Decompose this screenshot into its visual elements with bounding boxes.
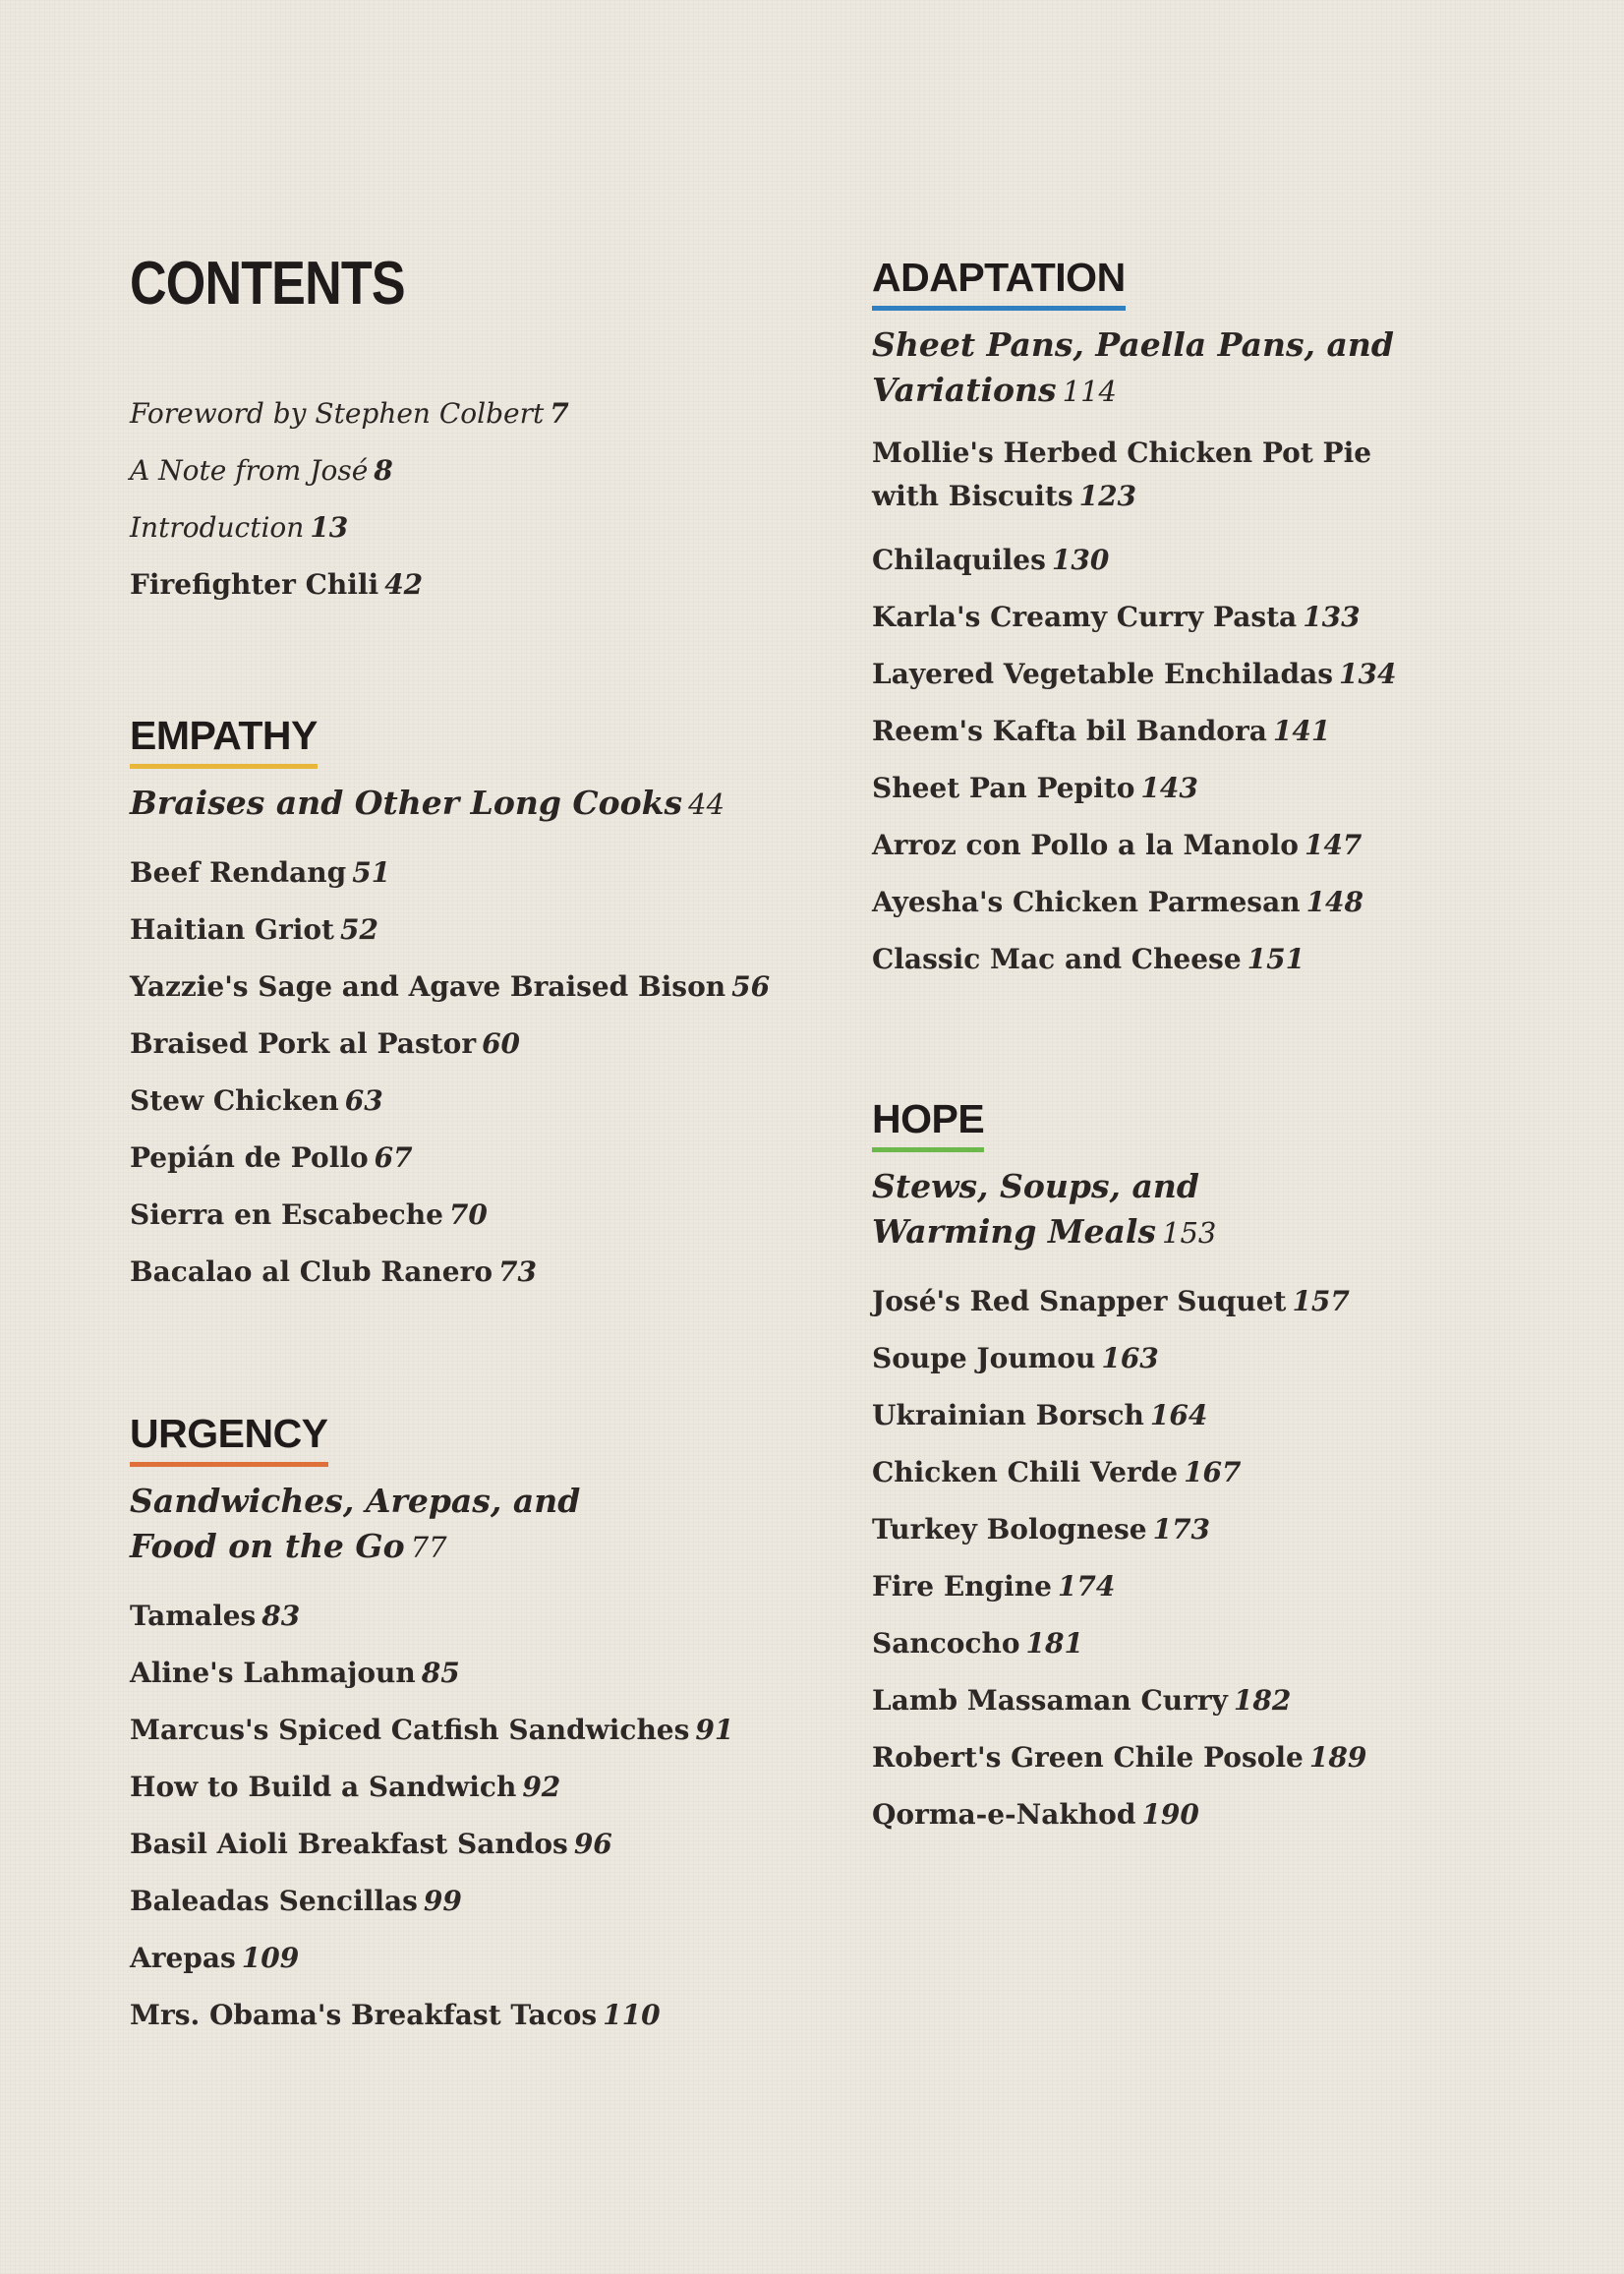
subtitle-text: Braises and Other Long Cooks xyxy=(130,784,683,822)
entry-page: 130 xyxy=(1051,544,1110,576)
subtitle-text: Variations xyxy=(872,371,1057,409)
recipe-item[interactable] xyxy=(130,1073,770,1130)
entry-page: 173 xyxy=(1152,1513,1211,1545)
entry-label: Aline's Lahmajoun xyxy=(130,1657,416,1689)
entry-label: Sierra en Escabeche xyxy=(130,1198,443,1231)
entry-page: 7 xyxy=(550,397,569,430)
recipe-item[interactable] xyxy=(130,1130,770,1187)
entry-label: Ukrainian Borsch xyxy=(872,1399,1144,1431)
recipe-item[interactable] xyxy=(872,1615,1366,1672)
entry-page: 51 xyxy=(352,856,391,889)
page-title: CONTENTS xyxy=(130,250,405,318)
entry-page: 190 xyxy=(1141,1798,1199,1831)
entry-label: Chilaquiles xyxy=(872,544,1046,576)
section-empathy xyxy=(130,713,771,1301)
section-heading: EMPATHY xyxy=(130,716,318,769)
recipe-item[interactable] xyxy=(130,1016,770,1073)
entry-label: Sancocho xyxy=(872,1627,1020,1660)
front-matter-item[interactable] xyxy=(130,393,569,450)
entry-label: Chicken Chili Verde xyxy=(872,1456,1179,1488)
entry-page: 157 xyxy=(1292,1285,1350,1317)
front-matter-item[interactable] xyxy=(130,564,569,621)
entry-label: How to Build a Sandwich xyxy=(130,1771,517,1803)
entry-page: 42 xyxy=(384,568,424,601)
subtitle-line-2 xyxy=(872,1209,1366,1255)
recipe-item[interactable] xyxy=(130,1987,733,2044)
recipe-item[interactable] xyxy=(872,1558,1366,1615)
section-hope xyxy=(872,1096,1367,1843)
recipe-item[interactable] xyxy=(872,931,1422,988)
recipe-item[interactable] xyxy=(872,817,1422,874)
entry-page: 13 xyxy=(310,511,349,544)
entry-label: Foreword by Stephen Colbert xyxy=(130,397,545,430)
entry-label: Beef Rendang xyxy=(130,856,347,889)
subtitle-line-1: Sandwiches, Arepas, and xyxy=(130,1482,581,1520)
recipe-list xyxy=(130,845,770,1301)
entry-label: Mrs. Obama's Breakfast Tacos xyxy=(130,1999,598,2031)
subtitle-page: 114 xyxy=(1062,375,1117,408)
entry-label: Reem's Kafta bil Bandora xyxy=(872,715,1267,747)
recipe-item[interactable] xyxy=(130,1702,733,1759)
entry-page: 8 xyxy=(374,454,393,487)
recipe-item[interactable] xyxy=(872,760,1422,817)
entry-page: 143 xyxy=(1140,772,1198,804)
entry-label: A Note from José xyxy=(130,454,369,487)
entry-label: Introduction xyxy=(130,511,305,544)
entry-label: Firefighter Chili xyxy=(130,568,379,601)
entry-page: 63 xyxy=(344,1084,383,1117)
entry-label: José's Red Snapper Suquet xyxy=(872,1285,1287,1317)
recipe-item[interactable] xyxy=(130,1244,770,1301)
entry-page: 174 xyxy=(1057,1570,1116,1603)
entry-label: Baleadas Sencillas xyxy=(130,1885,418,1917)
entry-label: Marcus's Spiced Catfish Sandwiches xyxy=(130,1714,690,1746)
recipe-item[interactable] xyxy=(130,1816,733,1873)
section-urgency xyxy=(130,1411,734,2044)
entry-page: 123 xyxy=(1078,480,1137,512)
recipe-item[interactable] xyxy=(872,646,1422,703)
section-subtitle xyxy=(872,1164,1366,1255)
entry-page: 141 xyxy=(1272,715,1331,747)
subtitle-line-2 xyxy=(130,1524,733,1570)
recipe-list xyxy=(130,1588,733,2044)
entry-label: Arepas xyxy=(130,1942,236,1974)
entry-page: 91 xyxy=(695,1714,734,1746)
entry-label: Layered Vegetable Enchiladas xyxy=(872,658,1334,690)
recipe-item[interactable] xyxy=(872,1729,1366,1786)
front-matter-list xyxy=(130,393,569,621)
entry-page: 52 xyxy=(339,913,378,946)
section-heading: HOPE xyxy=(872,1099,984,1152)
entry-page: 83 xyxy=(261,1600,301,1632)
entry-label: Ayesha's Chicken Parmesan xyxy=(872,886,1301,918)
entry-label: Bacalao al Club Ranero xyxy=(130,1255,493,1288)
entry-page: 189 xyxy=(1308,1741,1367,1774)
entry-label: Qorma-e-Nakhod xyxy=(872,1798,1136,1831)
entry-page: 133 xyxy=(1303,601,1361,633)
section-subtitle xyxy=(872,322,1422,414)
entry-label: Yazzie's Sage and Agave Braised Bison xyxy=(130,970,726,1003)
recipe-item[interactable] xyxy=(872,1786,1366,1843)
entry-page: 96 xyxy=(573,1828,612,1860)
entry-label: Robert's Green Chile Posole xyxy=(872,1741,1304,1774)
recipe-item[interactable] xyxy=(872,1330,1366,1387)
front-matter-item[interactable] xyxy=(130,507,569,564)
entry-page: 148 xyxy=(1305,886,1364,918)
entry-page: 182 xyxy=(1233,1684,1292,1717)
entry-label: Pepián de Pollo xyxy=(130,1141,369,1174)
recipe-item[interactable] xyxy=(872,1273,1366,1330)
entry-page: 70 xyxy=(448,1198,488,1231)
subtitle-page: 77 xyxy=(410,1531,447,1564)
section-heading: URGENCY xyxy=(130,1414,328,1467)
entry-label-line-2: with Biscuits xyxy=(872,480,1073,512)
subtitle-page: 153 xyxy=(1162,1216,1217,1250)
entry-label: Braised Pork al Pastor xyxy=(130,1027,477,1060)
entry-page: 181 xyxy=(1025,1627,1083,1660)
section-subtitle xyxy=(130,781,770,827)
subtitle-line-1: Sheet Pans, Paella Pans, and xyxy=(872,325,1394,364)
recipe-item[interactable] xyxy=(872,432,1422,518)
recipe-item[interactable] xyxy=(130,902,770,959)
subtitle-text: Food on the Go xyxy=(130,1527,405,1565)
entry-page: 147 xyxy=(1304,829,1363,861)
recipe-item[interactable] xyxy=(130,1645,733,1702)
entry-page: 109 xyxy=(241,1942,300,1974)
entry-label-line-1: Mollie's Herbed Chicken Pot Pie xyxy=(872,437,1372,469)
recipe-item[interactable] xyxy=(872,1672,1366,1729)
recipe-item[interactable] xyxy=(872,1444,1366,1501)
subtitle-text: Warming Meals xyxy=(872,1212,1156,1251)
entry-label: Classic Mac and Cheese xyxy=(872,943,1242,975)
subtitle-page: 44 xyxy=(688,787,725,821)
subtitle-line-1: Stews, Soups, and xyxy=(872,1167,1199,1205)
entry-label: Sheet Pan Pepito xyxy=(872,772,1135,804)
recipe-item[interactable] xyxy=(130,959,770,1016)
recipe-item[interactable] xyxy=(130,1930,733,1987)
entry-label: Turkey Bolognese xyxy=(872,1513,1147,1545)
subtitle-line-2 xyxy=(872,368,1422,414)
entry-page: 73 xyxy=(498,1255,537,1288)
recipe-item[interactable] xyxy=(130,845,770,902)
entry-page: 110 xyxy=(603,1999,661,2031)
entry-label: Fire Engine xyxy=(872,1570,1052,1603)
recipe-list xyxy=(872,1273,1366,1843)
entry-label: Soupe Joumou xyxy=(872,1342,1096,1374)
entry-page: 164 xyxy=(1149,1399,1208,1431)
entry-page: 167 xyxy=(1184,1456,1242,1488)
entry-label: Stew Chicken xyxy=(130,1084,339,1117)
recipe-item[interactable] xyxy=(872,1501,1366,1558)
section-subtitle xyxy=(130,1479,733,1570)
entry-label: Basil Aioli Breakfast Sandos xyxy=(130,1828,568,1860)
entry-label: Tamales xyxy=(130,1600,257,1632)
entry-page: 60 xyxy=(482,1027,521,1060)
entry-label: Haitian Griot xyxy=(130,913,334,946)
entry-page: 85 xyxy=(421,1657,460,1689)
section-heading: ADAPTATION xyxy=(872,258,1126,311)
recipe-item[interactable] xyxy=(130,1759,733,1816)
recipe-item[interactable] xyxy=(872,532,1422,589)
front-matter-item[interactable] xyxy=(130,450,569,507)
recipe-item[interactable] xyxy=(872,1387,1366,1444)
entry-page: 67 xyxy=(374,1141,413,1174)
entry-page: 163 xyxy=(1101,1342,1159,1374)
recipe-item[interactable] xyxy=(130,1588,733,1645)
entry-label: Lamb Massaman Curry xyxy=(872,1684,1228,1717)
entry-label: Arroz con Pollo a la Manolo xyxy=(872,829,1299,861)
entry-label: Karla's Creamy Curry Pasta xyxy=(872,601,1298,633)
entry-page: 99 xyxy=(423,1885,462,1917)
section-adaptation xyxy=(872,255,1422,988)
recipe-item[interactable] xyxy=(872,703,1422,760)
entry-page: 92 xyxy=(522,1771,561,1803)
recipe-item[interactable] xyxy=(130,1873,733,1930)
entry-page: 56 xyxy=(731,970,771,1003)
entry-page: 151 xyxy=(1247,943,1305,975)
recipe-item[interactable] xyxy=(872,589,1422,646)
recipe-list xyxy=(872,432,1422,988)
recipe-item[interactable] xyxy=(872,874,1422,931)
entry-page: 134 xyxy=(1339,658,1397,690)
recipe-item[interactable] xyxy=(130,1187,770,1244)
